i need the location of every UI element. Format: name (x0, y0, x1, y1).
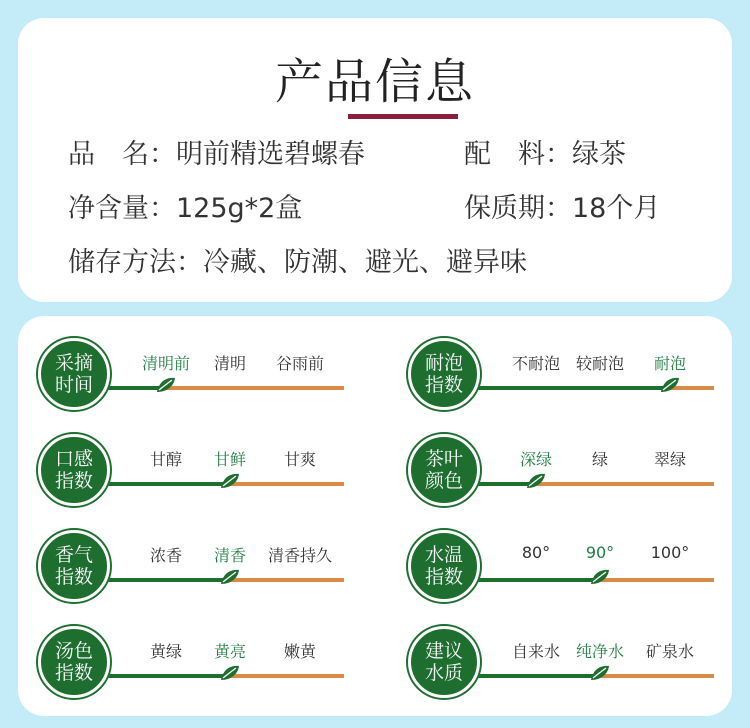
index-option: 绿 (591, 450, 609, 469)
index-label: 耐泡指数 (424, 352, 463, 396)
leaf-icon (219, 664, 241, 682)
index-option: 翠绿 (653, 450, 687, 469)
index-bar-remaining (600, 674, 714, 678)
index-option: 甘爽 (283, 450, 317, 469)
index-bar-filled (98, 578, 230, 582)
index-bar-remaining (536, 482, 714, 486)
index-label: 香气指数 (54, 544, 93, 588)
index-option-selected: 深绿 (519, 450, 553, 469)
index-row (408, 626, 738, 696)
index-bar-remaining (166, 386, 344, 390)
product-info-card (18, 18, 732, 302)
index-option: 较耐泡 (575, 354, 625, 373)
index-row (38, 530, 368, 600)
page-title: 产品信息 (274, 54, 475, 110)
product-ingredient: 配 料：绿茶 (464, 139, 626, 170)
index-option-selected: 黄亮 (213, 642, 247, 661)
index-label-badge (38, 626, 110, 698)
index-option: 清香持久 (267, 546, 333, 565)
index-row (38, 626, 368, 696)
index-option-selected: 清香 (213, 546, 247, 565)
index-option-selected: 纯净水 (575, 642, 625, 661)
index-option-selected: 90° (585, 543, 615, 562)
index-option: 浓香 (149, 546, 183, 565)
index-label: 汤色指数 (54, 640, 93, 684)
index-row (38, 338, 368, 408)
index-label-badge (408, 530, 480, 602)
index-bar-remaining (230, 578, 344, 582)
product-shelf-life: 保质期：18个月 (464, 193, 661, 224)
index-option: 谷雨前 (275, 354, 325, 373)
index-label: 建议水质 (424, 640, 463, 684)
index-option: 甘醇 (149, 450, 183, 469)
index-bar-filled (98, 482, 230, 486)
index-option: 矿泉水 (645, 642, 695, 661)
leaf-icon (155, 376, 177, 394)
index-label: 口感指数 (54, 448, 93, 492)
index-option: 清明 (213, 354, 247, 373)
index-label-badge (38, 338, 110, 410)
index-label: 采摘时间 (54, 352, 93, 396)
index-option: 不耐泡 (511, 354, 561, 373)
index-bar-filled (468, 386, 670, 390)
leaf-icon (219, 472, 241, 490)
index-option-selected: 耐泡 (653, 354, 687, 373)
index-row (38, 434, 368, 504)
index-option: 黄绿 (149, 642, 183, 661)
leaf-icon (659, 376, 681, 394)
index-row (408, 338, 738, 408)
leaf-icon (589, 568, 611, 586)
index-option-selected: 清明前 (141, 354, 191, 373)
title-underline (348, 114, 458, 119)
index-bar-remaining (230, 674, 344, 678)
index-label: 茶叶颜色 (424, 448, 463, 492)
leaf-icon (589, 664, 611, 682)
index-label-badge (38, 530, 110, 602)
index-bar-filled (468, 578, 600, 582)
index-option: 自来水 (511, 642, 561, 661)
index-bar-filled (98, 674, 230, 678)
index-option: 100° (650, 543, 690, 562)
index-option-selected: 甘鲜 (213, 450, 247, 469)
index-option: 80° (521, 543, 551, 562)
index-label-badge (38, 434, 110, 506)
index-bar-remaining (230, 482, 344, 486)
product-name: 品 名：明前精选碧螺春 (68, 139, 365, 170)
index-label-badge (408, 434, 480, 506)
index-label-badge (408, 338, 480, 410)
index-bar-filled (468, 674, 600, 678)
index-bar-remaining (600, 578, 714, 582)
index-option: 嫩黄 (283, 642, 317, 661)
leaf-icon (525, 472, 547, 490)
index-row (408, 530, 738, 600)
product-net-content: 净含量：125g*2盒 (68, 193, 303, 224)
index-label-badge (408, 626, 480, 698)
product-storage: 储存方法：冷藏、防潮、避光、避异味 (68, 247, 527, 278)
index-row (408, 434, 738, 504)
index-label: 水温指数 (424, 544, 463, 588)
leaf-icon (219, 568, 241, 586)
